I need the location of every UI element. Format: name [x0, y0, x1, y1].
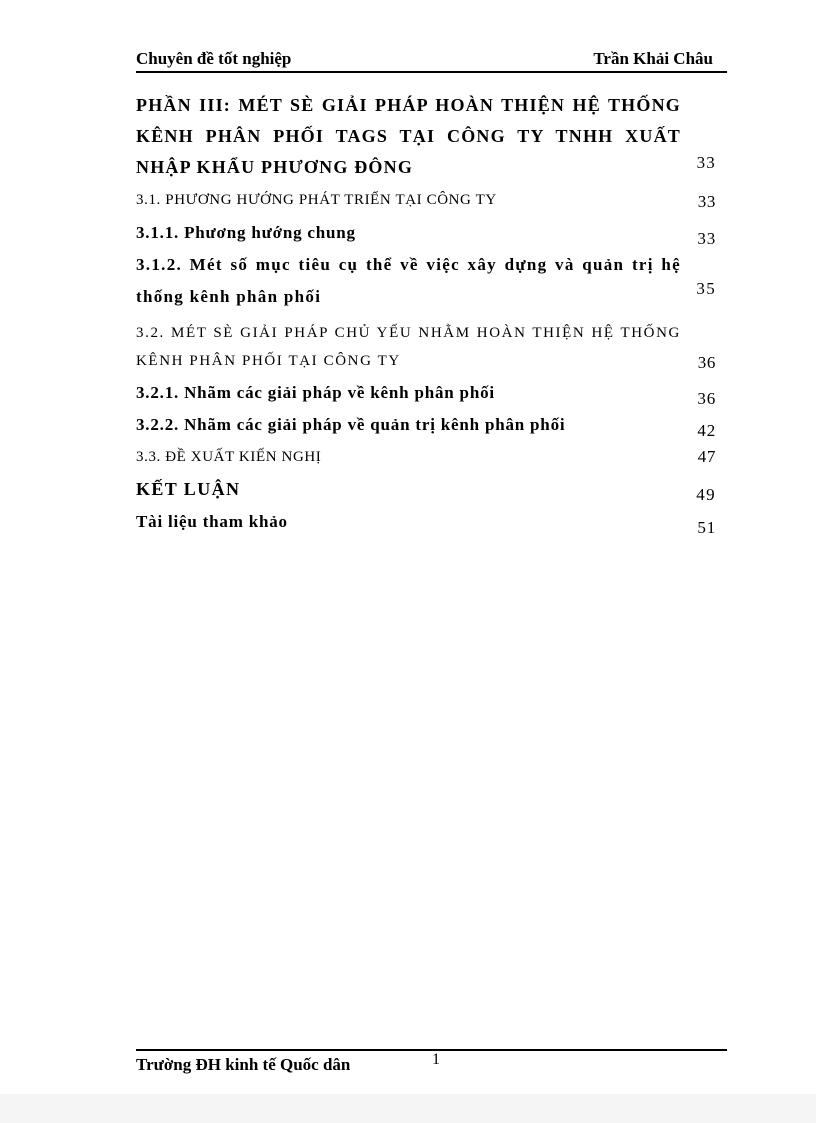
toc-entry-text: PHẦN III: MÉT SÈ GIẢI PHÁP HOÀN THIỆN HỆ THỐNG KÊNH PHÂN PHỐI TAGS TẠI CÔNG TY TNHH XUẤT NHẬP KHẨU PHƯƠNG ĐÔNG: [136, 95, 681, 177]
toc-entry-3-2-2[interactable]: [136, 409, 716, 441]
toc-entry-text: 3.2.1. Nhãm các giải pháp về kênh phân phối: [136, 383, 495, 402]
toc-entry-3-1-2[interactable]: [136, 249, 716, 313]
toc-entry-page: 33: [696, 153, 716, 172]
page-bottom-edge: [0, 1094, 816, 1123]
toc-entry-page: 33: [697, 229, 716, 248]
toc-entry-text: 3.1.1. Phương hướng chung: [136, 223, 356, 242]
toc-entry-text: 3.1.2. Mét số mục tiêu cụ thể về việc xây dựng và quản trị hệ thống kênh phân phối: [136, 255, 681, 306]
page-header: [136, 49, 727, 73]
toc-entry-page: 33: [697, 192, 716, 211]
toc-entry-page: 36: [697, 389, 716, 408]
footer-university: Trường ĐH kinh tế Quốc dân: [136, 1055, 351, 1074]
toc-entry-page: 35: [696, 279, 716, 298]
toc-entry-page: 49: [696, 485, 716, 504]
toc-entry-3-2-1[interactable]: [136, 377, 716, 409]
toc-entry-3-1[interactable]: [136, 189, 716, 217]
toc-entry-references[interactable]: [136, 506, 716, 538]
toc-entry-text: 3.2.2. Nhãm các giải pháp về quản trị kênh phân phối: [136, 415, 566, 434]
header-course-title: Chuyên đề tốt nghiệp: [136, 49, 292, 68]
page-footer: [136, 1049, 727, 1081]
toc-entry-page: 42: [697, 421, 716, 440]
toc-entry-text: KẾT LUẬN: [136, 479, 241, 499]
toc-entry-page: 36: [697, 353, 716, 372]
toc-entry-page: 47: [697, 447, 716, 466]
toc-entry-3-3[interactable]: [136, 441, 716, 473]
toc-entry-text: 3.3. ĐỀ XUẤT KIẾN NGHỊ: [136, 449, 322, 465]
toc-entry-conclusion[interactable]: [136, 473, 716, 506]
toc-entry-3-1-1[interactable]: [136, 217, 716, 249]
table-of-contents: [136, 90, 716, 538]
toc-entry-text: Tài liệu tham khảo: [136, 512, 288, 531]
toc-entry-part-3[interactable]: [136, 90, 716, 186]
toc-entry-text: 3.2. MÉT SÈ GIẢI PHÁP CHỦ YẾU NHẰM HOÀN THIỆN HỆ THỐNG KÊNH PHÂN PHỐI TẠI CÔNG TY: [136, 325, 681, 369]
toc-entry-3-2[interactable]: [136, 319, 716, 375]
footer-page-number: 1: [432, 1051, 440, 1068]
header-author: Trần Khải Châu: [593, 49, 713, 68]
toc-entry-text: 3.1. PHƯƠNG HƯỚNG PHÁT TRIỂN TẠI CÔNG TY: [136, 192, 497, 208]
toc-entry-page: 51: [697, 518, 716, 537]
